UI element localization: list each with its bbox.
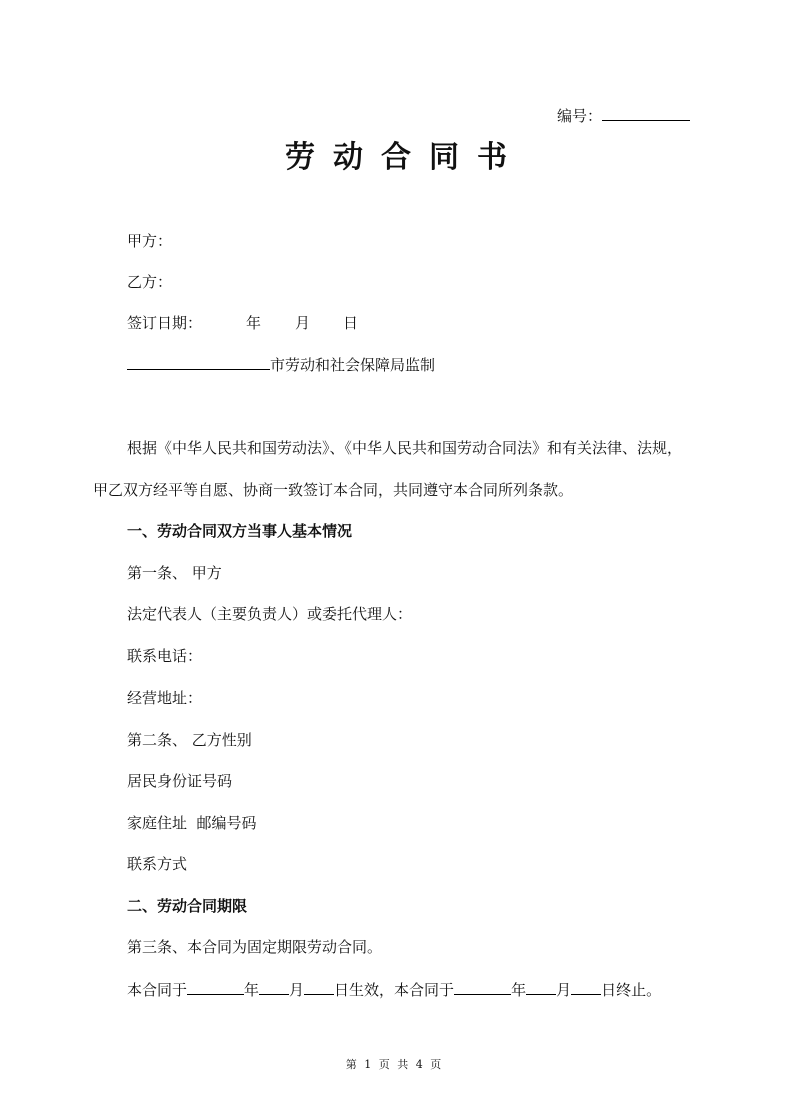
end-month-label: 月 — [556, 981, 572, 999]
start-day-blank — [304, 980, 334, 995]
article-3: 第三条、本合同为固定期限劳动合同。 — [127, 938, 383, 956]
end-day-blank — [571, 980, 601, 995]
sign-year-label: 年 — [246, 314, 262, 332]
page-footer: 第 1 页 共 4 页 — [345, 1058, 444, 1071]
term-start-suffix: 日生效，本合同于 — [334, 981, 455, 999]
home-address-label: 家庭住址 邮编号码 — [127, 814, 257, 832]
start-month-label: 月 — [289, 981, 305, 999]
sign-date-label: 签订日期： — [127, 314, 203, 332]
serial-number-blank — [602, 106, 690, 121]
article-2: 第二条、 乙方性别 — [127, 731, 252, 749]
sign-day-label: 日 — [343, 314, 359, 332]
end-month-blank — [526, 980, 556, 995]
term-end-suffix: 日终止。 — [601, 981, 662, 999]
sign-date-line — [127, 313, 359, 333]
city-blank — [127, 355, 270, 370]
intro-paragraph-line-1: 根据《中华人民共和国劳动法》、《中华人民共和国劳动合同法》和有关法律、法规， — [127, 439, 683, 457]
article-1: 第一条、 甲方 — [127, 564, 222, 582]
section-2-heading: 二、劳动合同期限 — [127, 897, 248, 915]
supervisor-line — [127, 355, 435, 375]
end-year-label: 年 — [511, 981, 527, 999]
id-number-label: 居民身份证号码 — [127, 772, 233, 790]
end-year-blank — [454, 980, 511, 995]
contract-term-line — [127, 980, 661, 1000]
section-1-heading: 一、劳动合同双方当事人基本情况 — [127, 522, 353, 540]
start-month-blank — [259, 980, 289, 995]
term-start-prefix: 本合同于 — [127, 981, 188, 999]
start-year-label: 年 — [244, 981, 260, 999]
start-year-blank — [187, 980, 244, 995]
contact-label: 联系方式 — [127, 855, 188, 873]
supervisor-text: 市劳动和社会保障局监制 — [270, 356, 436, 374]
party-a-label: 甲方： — [127, 232, 173, 250]
sign-month-label: 月 — [295, 314, 311, 332]
intro-paragraph-line-2: 甲乙双方经平等自愿、协商一致签订本合同，共同遵守本合同所列条款。 — [93, 481, 574, 499]
party-b-label: 乙方： — [127, 273, 173, 291]
serial-number-field — [557, 106, 690, 126]
legal-representative: 法定代表人（主要负责人）或委托代理人： — [127, 605, 413, 623]
phone-label: 联系电话： — [127, 647, 203, 665]
address-label: 经营地址： — [127, 689, 203, 707]
document-title: 劳动合同书 — [285, 140, 525, 175]
serial-number-label: 编号： — [557, 107, 603, 125]
